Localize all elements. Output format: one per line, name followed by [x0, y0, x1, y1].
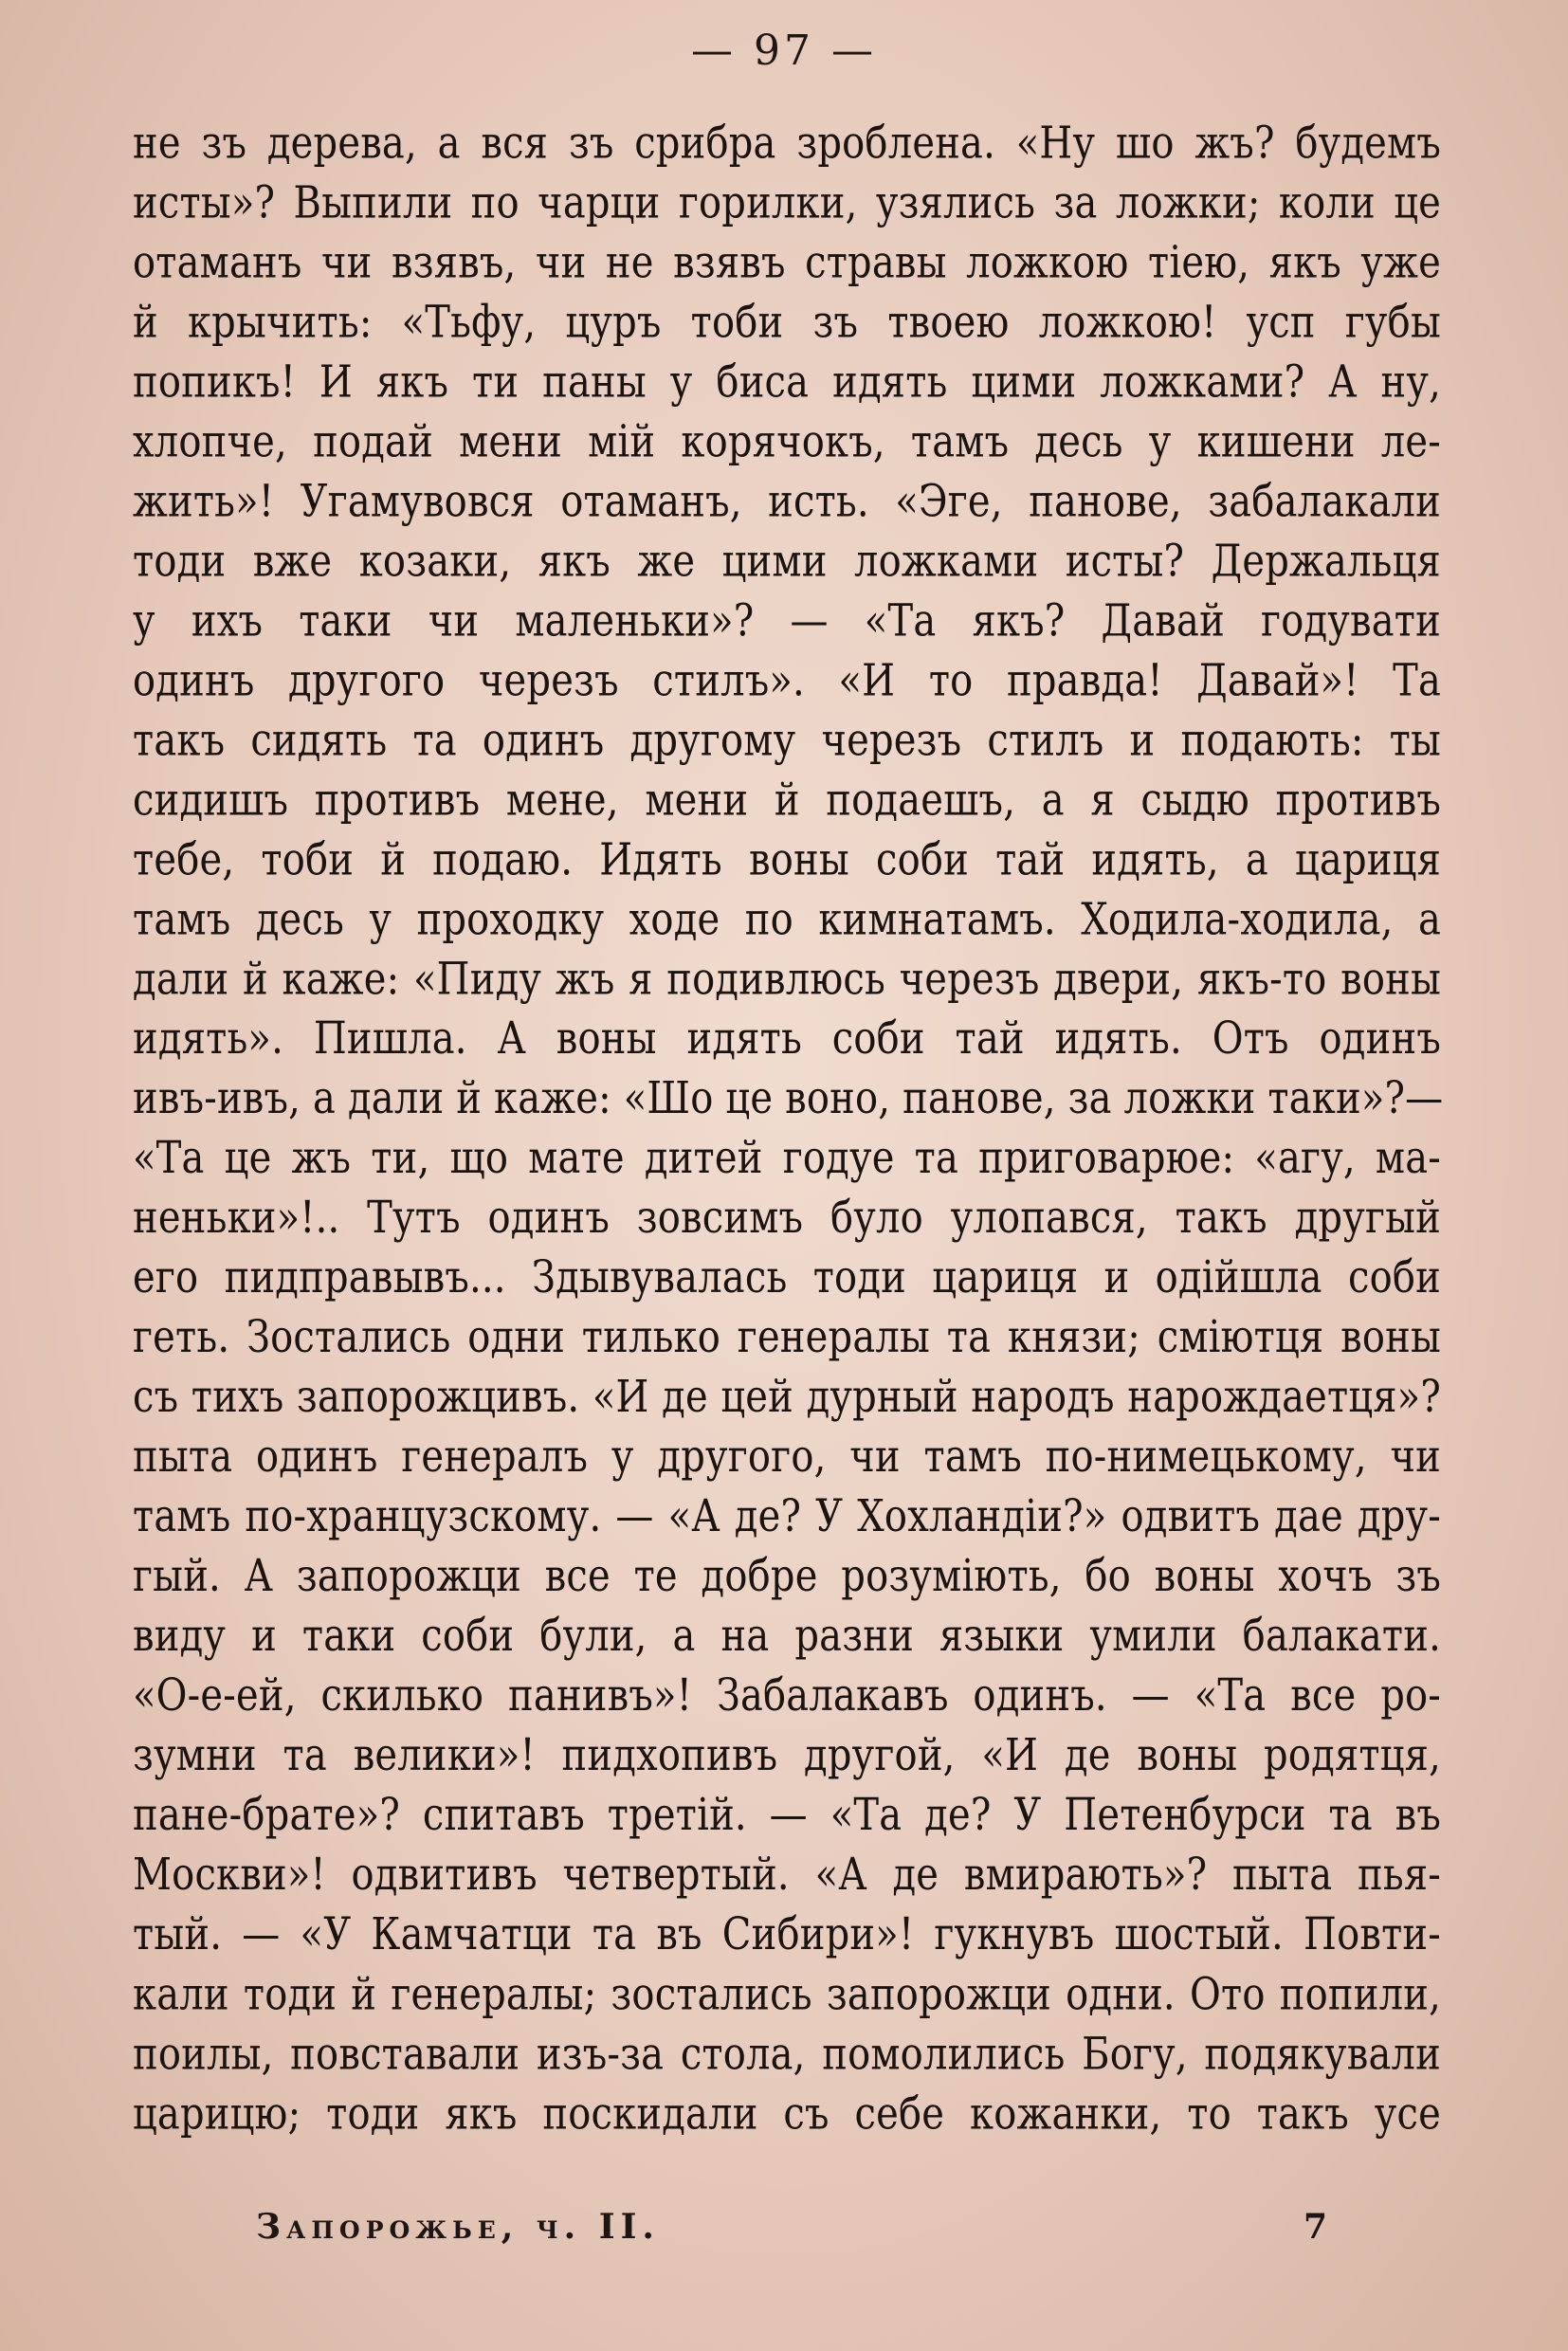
- text-line: царицю; тоди якъ поскидали съ себе кожанки, то такъ усе: [133, 2087, 1441, 2141]
- text-line: не зъ дерева, а вся зъ срибра зроблена. «Ну шо жъ? будемъ: [133, 117, 1441, 170]
- text-line: его пидправывъ... Здывувалась тоди цариця и одiйшла соби: [133, 1251, 1441, 1304]
- text-line: гый. А запорожци все те добре розумiють, бо воны хочъ зъ: [133, 1550, 1441, 1603]
- text-line: виду и таки соби були, а на разни языки умили балакати.: [133, 1610, 1441, 1663]
- text-line: тебе, тоби й подаю. Идять воны соби тай идять, а цариця: [133, 833, 1441, 886]
- text-line: неньки»!.. Тутъ одинъ зовсимъ було улопався, такъ другый: [133, 1192, 1441, 1245]
- body-text: [133, 114, 1444, 2144]
- text-line: у ихъ таки чи маленьки»? — «Та якъ? Давай годувати: [133, 594, 1441, 647]
- text-line: зумни та велики»! пидхопивъ другой, «И де воны родятця,: [133, 1729, 1441, 1782]
- text-line: тоди вже козаки, якъ же цими ложками исты? Держальця: [133, 535, 1441, 588]
- text-line: сидишъ противъ мене, мени й подаешъ, а я сыдю противъ: [133, 774, 1441, 827]
- text-line: отаманъ чи взявъ, чи не взявъ стравы ложкою тiею, якъ уже: [133, 236, 1441, 289]
- text-line: идять». Пишла. А воны идять соби тай идять. Отъ одинъ: [133, 1012, 1441, 1066]
- text-line: «Та це жъ ти, що мате дитей годуе та приговарюе: «агу, ма-: [133, 1132, 1441, 1185]
- text-line: пыта одинъ генералъ у другого, чи тамъ по-нимецькому, чи: [133, 1431, 1441, 1484]
- text-line: одинъ другого черезъ стилъ». «И то правда! Давай»! Та: [133, 654, 1441, 707]
- text-line: геть. Зостались одни тилько генералы та князи; смiютця воны: [133, 1311, 1441, 1364]
- text-line: тамъ по-хранцузскому. — «А де? У Хохландiи?» одвитъ дае дру-: [133, 1490, 1441, 1543]
- text-line: ивъ-ивъ, а дали й каже: «Шо це воно, панове, за ложки таки»?—: [133, 1072, 1444, 1125]
- footer-sheet-number: 7: [1303, 2207, 1327, 2247]
- text-line: Москви»! одвитивъ четвертый. «А де вмирають»? пыта пья-: [133, 1849, 1441, 1902]
- text-line: дали й каже: «Пиду жъ я подивлюсь черезъ двери, якъ-то воны: [133, 953, 1441, 1006]
- text-line: исты»? Выпили по чарци горилки, узялись за ложки; коли це: [133, 176, 1441, 229]
- text-line: кали тоди й генералы; зостались запорожци одни. Ото попили,: [133, 1968, 1441, 2021]
- text-line: попикъ! И якъ ти паны у биса идять цими ложками? А ну,: [133, 355, 1441, 409]
- page-number-header: — 97 —: [691, 27, 877, 75]
- text-line: такъ сидять та одинъ другому черезъ стилъ и подають: ты: [133, 714, 1441, 767]
- text-line: жить»! Угамувовся отаманъ, исть. «Эге, панове, забалакали: [133, 475, 1441, 528]
- text-line: хлопче, подай мени мiй корячокъ, тамъ десь у кишени ле-: [133, 415, 1441, 468]
- text-line: тый. — «У Камчатци та въ Сибири»! гукнувъ шостый. Повти-: [133, 1908, 1441, 1961]
- text-line: «О-е-ей, скилько панивъ»! Забалакавъ одинъ. — «Та все ро-: [133, 1669, 1441, 1722]
- text-line: й крычить: «Тьфу, цуръ тоби зъ твоею ложкою! усп губы: [133, 296, 1441, 349]
- page-footer: [256, 2207, 1327, 2264]
- footer-signature: Запорожье, ч. II.: [256, 2207, 660, 2247]
- text-line: пане-брате»? спитавъ третiй. — «Та де? У Петенбурси та въ: [133, 1789, 1441, 1842]
- text-line: съ тихъ запорожцивъ. «И де цей дурный народъ нарождаетця»?: [133, 1371, 1441, 1424]
- text-line: поилы, повставали изъ-за стола, помолились Богу, подякували: [133, 2028, 1441, 2081]
- text-line: тамъ десь у проходку ходе по кимнатамъ. Ходила-ходила, а: [133, 893, 1441, 946]
